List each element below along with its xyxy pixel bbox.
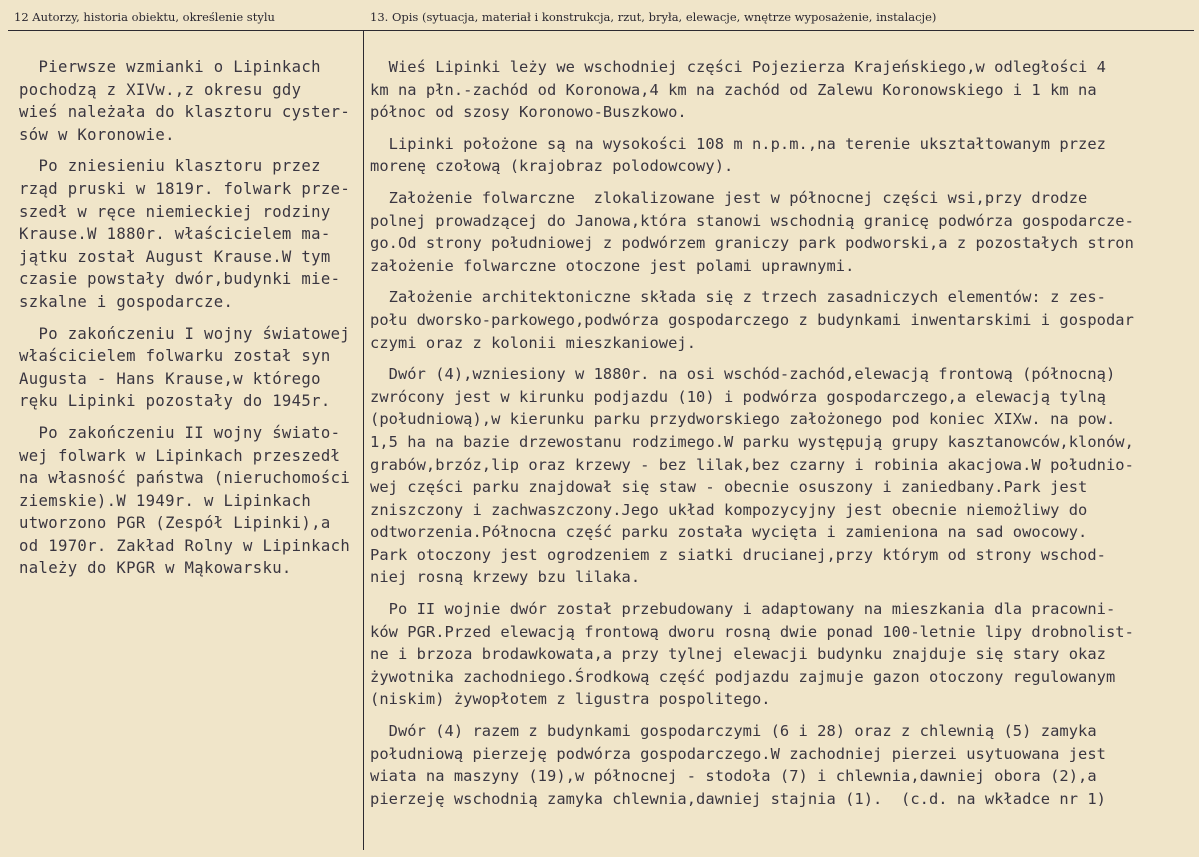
history-text-line: jątku został August Krause.W tym: [19, 247, 331, 266]
history-text-line: szedł w ręce niemieckiej rodziny: [19, 202, 331, 221]
description-text-line: założenie folwarczne otoczone jest polami uprawnymi.: [370, 256, 855, 275]
description-paragraph: [370, 286, 1196, 354]
description-text-line: ne i brzoza brodawkowata,a przy tylnej elewacji budynku znajduje się stary okaz: [370, 645, 1106, 664]
history-paragraph: [19, 155, 364, 313]
history-paragraph: [19, 323, 364, 413]
history-text-line: właścicielem folwarku został syn: [19, 347, 331, 366]
description-text-line: km na płn.-zachód od Koronowa,4 km na zachód od Zalewu Koronowskiego i 1 km na: [370, 80, 1097, 99]
description-text-line: 1,5 ha na bazie drzewostanu rodzimego.W parku występują grupy kasztanowców,klonów,: [370, 432, 1134, 451]
history-text-line: Augusta - Hans Krause,w którego: [19, 369, 321, 388]
top-divider-line: [8, 30, 1194, 31]
history-column: [19, 56, 364, 589]
description-text-line: Założenie folwarczne zlokalizowane jest w północnej części wsi,przy drodze: [370, 188, 1088, 207]
history-paragraph: [19, 56, 364, 146]
history-paragraph: [19, 422, 364, 580]
history-text-line: na własność państwa (nieruchomości: [19, 469, 351, 488]
description-paragraph: [370, 598, 1196, 711]
description-text-line: Park otoczony jest ogrodzeniem z siatki drucianej,przy którym od strony wschod-: [370, 545, 1106, 564]
history-text-line: pochodzą z XIVw.,z okresu gdy: [19, 80, 302, 99]
description-text-line: odtworzenia.Północna część parku została wycięta i zamieniona na sad owocowy.: [370, 523, 1088, 542]
history-text-line: należy do KPGR w Mąkowarsku.: [19, 559, 292, 578]
description-text-line: polnej prowadzącej do Janowa,która stanowi wschodnią granicę podwórza gospodarcze-: [370, 211, 1134, 230]
description-text-line: zniszczony i zachwaszczony.Jego układ kompozycyjny jest obecnie niemożliwy do: [370, 500, 1088, 519]
description-text-line: zwrócony jest w kirunku podjazdu (10) i podwórza gospodarczego,a elewacją tylną: [370, 387, 1106, 406]
history-text-line: Po zniesieniu klasztoru przez: [19, 157, 321, 176]
description-text-line: Dwór (4),wzniesiony w 1880r. na osi wschód-zachód,elewacją frontową (północną): [370, 365, 1116, 384]
right-column-header: 13. Opis (sytuacja, materiał i konstrukcja, rzut, bryła, elewacje, wnętrze wyposażenie, instalacje): [370, 10, 937, 24]
description-paragraph: [370, 363, 1196, 589]
description-text-line: (niskim) żywopłotem z ligustra pospolitego.: [370, 690, 771, 709]
description-text-line: Dwór (4) razem z budynkami gospodarczymi (6 i 28) oraz z chlewnią (5) zamyka: [370, 722, 1097, 741]
history-text-line: wej folwark w Lipinkach przeszedł: [19, 446, 341, 465]
history-text-line: ziemskie).W 1949r. w Lipinkach: [19, 491, 312, 510]
history-text-line: Po zakończeniu II wojny świato-: [19, 423, 341, 442]
history-text-line: wieś należała do klasztoru cyster-: [19, 103, 351, 122]
history-text-line: szkalne i gospodarcze.: [19, 292, 234, 311]
description-text-line: Wieś Lipinki leży we wschodniej części Pojezierza Krajeńskiego,w odległości 4: [370, 58, 1106, 76]
history-text-line: czasie powstały dwór,budynki mie-: [19, 270, 341, 289]
description-text-line: go.Od strony południowej z podwórzem graniczy park podworski,a z pozostałych stron: [370, 234, 1134, 253]
history-text-line: ręku Lipinki pozostały do 1945r.: [19, 392, 331, 411]
description-text-line: południową pierzeję podwórza gospodarczego.W zachodniej pierzei usytuowana jest: [370, 744, 1106, 763]
description-paragraph: [370, 187, 1196, 277]
description-text-line: ków PGR.Przed elewacją frontową dworu rosną dwie ponad 100-letnie lipy drobnolist-: [370, 622, 1134, 641]
description-text-line: czymi oraz z kolonii mieszkaniowej.: [370, 333, 697, 352]
description-text-line: Lipinki położone są na wysokości 108 m n.p.m.,na terenie ukształtowanym przez: [370, 134, 1106, 153]
description-text-line: żywotnika zachodniego.Środkową część podjazdu zajmuje gazon otoczony regulowanym: [370, 667, 1116, 686]
description-paragraph: [370, 133, 1196, 178]
description-paragraph: [370, 56, 1196, 124]
left-column-header: 12 Autorzy, historia obiektu, określenie stylu: [14, 10, 275, 24]
description-text-line: (południową),w kierunku parku przydworskiego założonego pod koniec XIXw. na pow.: [370, 410, 1116, 429]
history-text-line: rząd pruski w 1819r. folwark prze-: [19, 179, 351, 198]
description-text-line: połu dworsko-parkowego,podwórza gospodarczego z budynkami inwentarskimi i gospodar: [370, 310, 1134, 329]
description-text-line: Założenie architektoniczne składa się z trzech zasadniczych elementów: z zes-: [370, 288, 1106, 307]
description-text-line: grabów,brzóz,lip oraz krzewy - bez lilak,bez czarny i robinia akacjowa.W południo-: [370, 455, 1134, 474]
description-text-line: morenę czołową (krajobraz polodowcowy).: [370, 157, 734, 176]
history-text-line: Pierwsze wzmianki o Lipinkach: [19, 58, 321, 76]
description-text-line: wej części parku znajdował się staw - obecnie osuszony i zaniedbany.Park jest: [370, 478, 1088, 497]
history-text-line: Po zakończeniu I wojny światowej: [19, 324, 351, 343]
description-text-line: wiata na maszyny (19),w północnej - stodoła (7) i chlewnia,dawniej obora (2),a: [370, 767, 1097, 786]
description-text-line: północ od szosy Koronowo-Buszkowo.: [370, 103, 687, 122]
history-text-line: sów w Koronowie.: [19, 125, 175, 144]
description-paragraph: [370, 720, 1196, 810]
history-text-line: utworzono PGR (Zespół Lipinki),a: [19, 514, 331, 533]
description-text-line: niej rosną krzewy bzu lilaka.: [370, 568, 641, 587]
description-column: [370, 56, 1196, 819]
description-text-line: Po II wojnie dwór został przebudowany i adaptowany na mieszkania dla pracowni-: [370, 600, 1116, 619]
history-text-line: od 1970r. Zakład Rolny w Lipinkach: [19, 536, 351, 555]
history-text-line: Krause.W 1880r. właścicielem ma-: [19, 225, 331, 244]
description-text-line: pierzeję wschodnią zamyka chlewnia,dawniej stajnia (1). (c.d. na wkładce nr 1): [370, 789, 1106, 808]
